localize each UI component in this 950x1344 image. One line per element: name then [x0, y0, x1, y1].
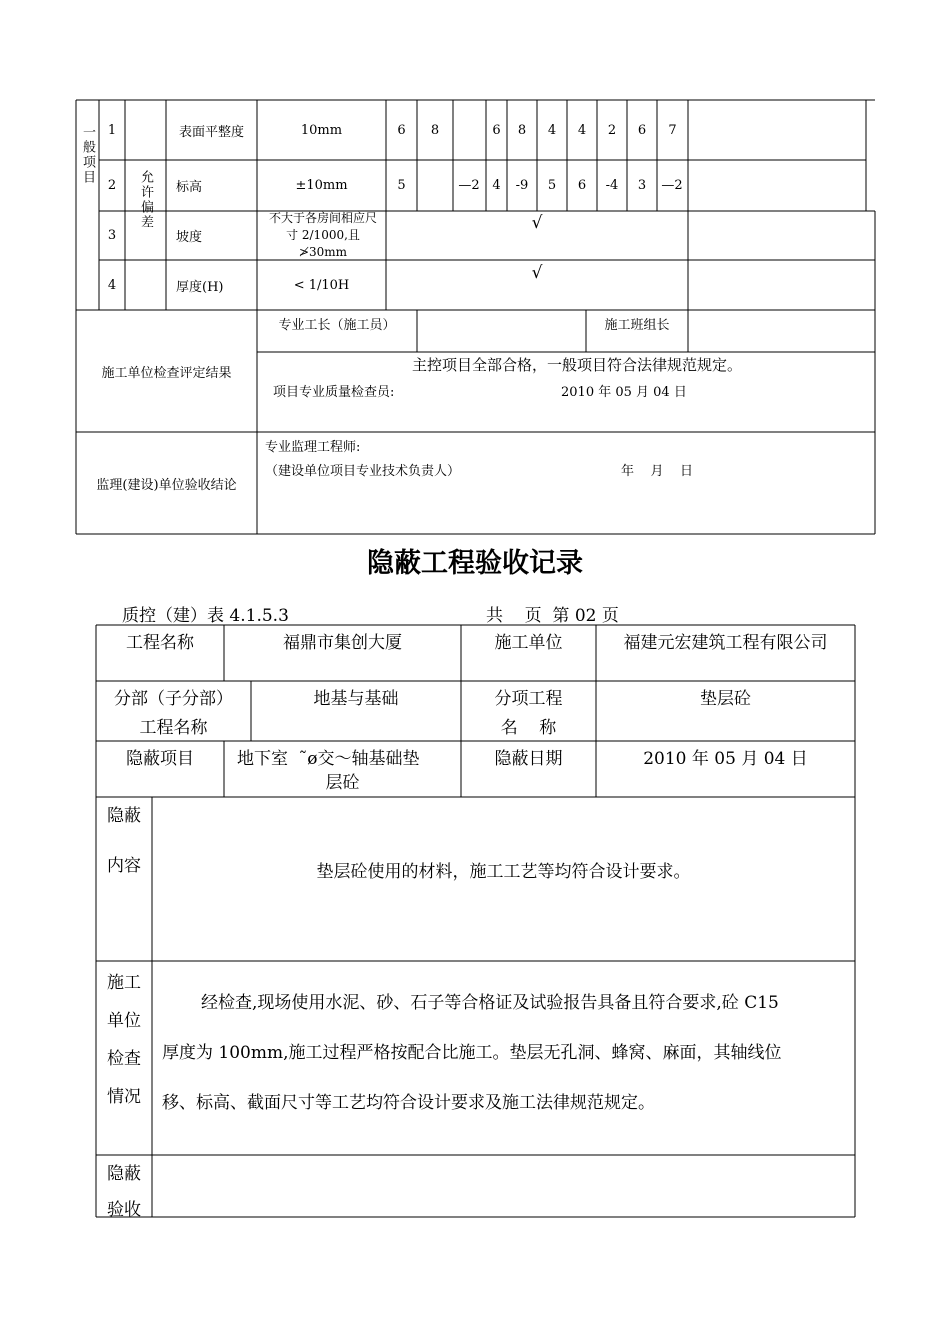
subitem-label-2: 名 称: [500, 718, 557, 738]
record-title: 隐蔽工程验收记录: [367, 548, 583, 579]
hidden-date-label: 隐蔽日期: [494, 749, 563, 769]
contractor-label: 施工单位: [494, 633, 563, 653]
acceptance-label-2: 验收: [107, 1200, 141, 1220]
row-number: 4: [107, 277, 117, 293]
content-label-2: 内容: [107, 856, 141, 876]
measure-cell: —2: [661, 178, 683, 193]
measure-cell: 5: [397, 178, 406, 193]
tolerance-value: < 1/10H: [293, 277, 350, 293]
measure-cell: 5: [547, 178, 557, 193]
tolerance-value: ±10mm: [295, 178, 348, 193]
form-number: 质控（建）表 4.1.5.3: [122, 606, 289, 626]
measure-cell: -9: [515, 178, 529, 193]
contractor: 福建元宏建筑工程有限公司: [623, 633, 828, 653]
construction-conclusion: 主控项目全部合格，一般项目符合法律规范规定。: [411, 356, 742, 374]
supervision-date-blank: 年 月 日: [621, 464, 694, 479]
hidden-date: 2010 年 05 月 04 日: [643, 749, 808, 769]
hidden-item-value-2: 层砼: [325, 773, 360, 793]
measure-cell: 6: [492, 122, 501, 138]
tolerance-value: 10mm: [300, 122, 343, 138]
general-items-label: 一般项目: [80, 125, 95, 185]
check-line-3: 移、标高、截面尺寸等工艺均符合设计要求及施工法律规范规定。: [162, 1093, 655, 1113]
measure-cell: [453, 100, 486, 160]
measure-cell: 4: [577, 122, 587, 138]
measure-cell: 3: [637, 178, 647, 193]
page-info: 共 页 第 02 页: [486, 606, 619, 626]
item-name: 标高: [176, 180, 203, 195]
item-name: 厚度(H): [176, 279, 224, 295]
item-name: 表面平整度: [178, 124, 244, 140]
inspector-label: 项目专业质量检查员:: [273, 385, 395, 400]
check-line-1: 经检查,现场使用水泥、砂、石子等合格证及试验报告具备且符合要求,砼 C15: [201, 993, 779, 1013]
measure-cell: —2: [458, 178, 480, 193]
row-number: 2: [107, 178, 117, 193]
tolerance-value: 不大于各房间相应尺寸 2/1000,且≯30mm: [268, 211, 377, 259]
check-mark: √: [531, 263, 543, 283]
tolerance-label: 允许偏差: [138, 170, 153, 230]
content-label: 隐蔽: [107, 806, 141, 826]
hidden-content: 垫层砼使用的材料，施工工艺等均符合设计要求。: [316, 862, 691, 882]
measure-cell: 6: [637, 122, 647, 138]
division-label-2: 工程名称: [139, 718, 208, 738]
measure-cell: 6: [577, 178, 587, 193]
project-name-label: 工程名称: [126, 633, 194, 653]
measure-cell: [417, 160, 453, 211]
construction-date: 2010 年 05 月 04 日: [561, 385, 687, 400]
measure-cell: 8: [430, 122, 440, 138]
measure-cell: 2: [607, 122, 617, 138]
foreman-label: 专业工长（施工员）: [278, 317, 396, 333]
measure-cell: 7: [668, 122, 677, 138]
check-line-2: 厚度为 100mm,施工过程严格按配合比施工。垫层无孔洞、蜂窝、麻面，其轴线位: [162, 1043, 782, 1063]
division-label: 分部（子分部）: [114, 689, 233, 709]
row-number: 3: [107, 228, 117, 243]
measure-cell: 4: [492, 178, 501, 193]
check-label: 施工 单位 检查 情况: [107, 973, 141, 1107]
engineer-label: 专业监理工程师:: [265, 440, 361, 455]
owner-label: （建设单位项目专业技术负责人）: [265, 464, 461, 479]
supervision-label: 监理(建设)单位验收结论: [96, 477, 237, 493]
item-name: 坡度: [176, 230, 203, 245]
measure-cell: 4: [547, 122, 557, 138]
hidden-item-value: 地下室 ˜ø交～轴基础垫: [237, 749, 420, 769]
hidden-item-label: 隐蔽项目: [126, 749, 194, 769]
check-mark: √: [531, 213, 543, 233]
measure-cell: -4: [605, 178, 619, 193]
acceptance-label: 隐蔽: [107, 1164, 141, 1184]
project-name: 福鼎市集创大厦: [283, 633, 402, 653]
construction-result-label: 施工单位检查评定结果: [101, 365, 232, 381]
measure-cell: 6: [397, 122, 406, 138]
subitem-value: 垫层砼: [700, 689, 751, 709]
subitem-label: 分项工程: [494, 689, 563, 709]
measure-cell: 8: [517, 122, 527, 138]
row-number: 1: [107, 122, 117, 138]
team-leader-label: 施工班组长: [604, 317, 670, 333]
division-value: 地基与基础: [313, 689, 399, 709]
